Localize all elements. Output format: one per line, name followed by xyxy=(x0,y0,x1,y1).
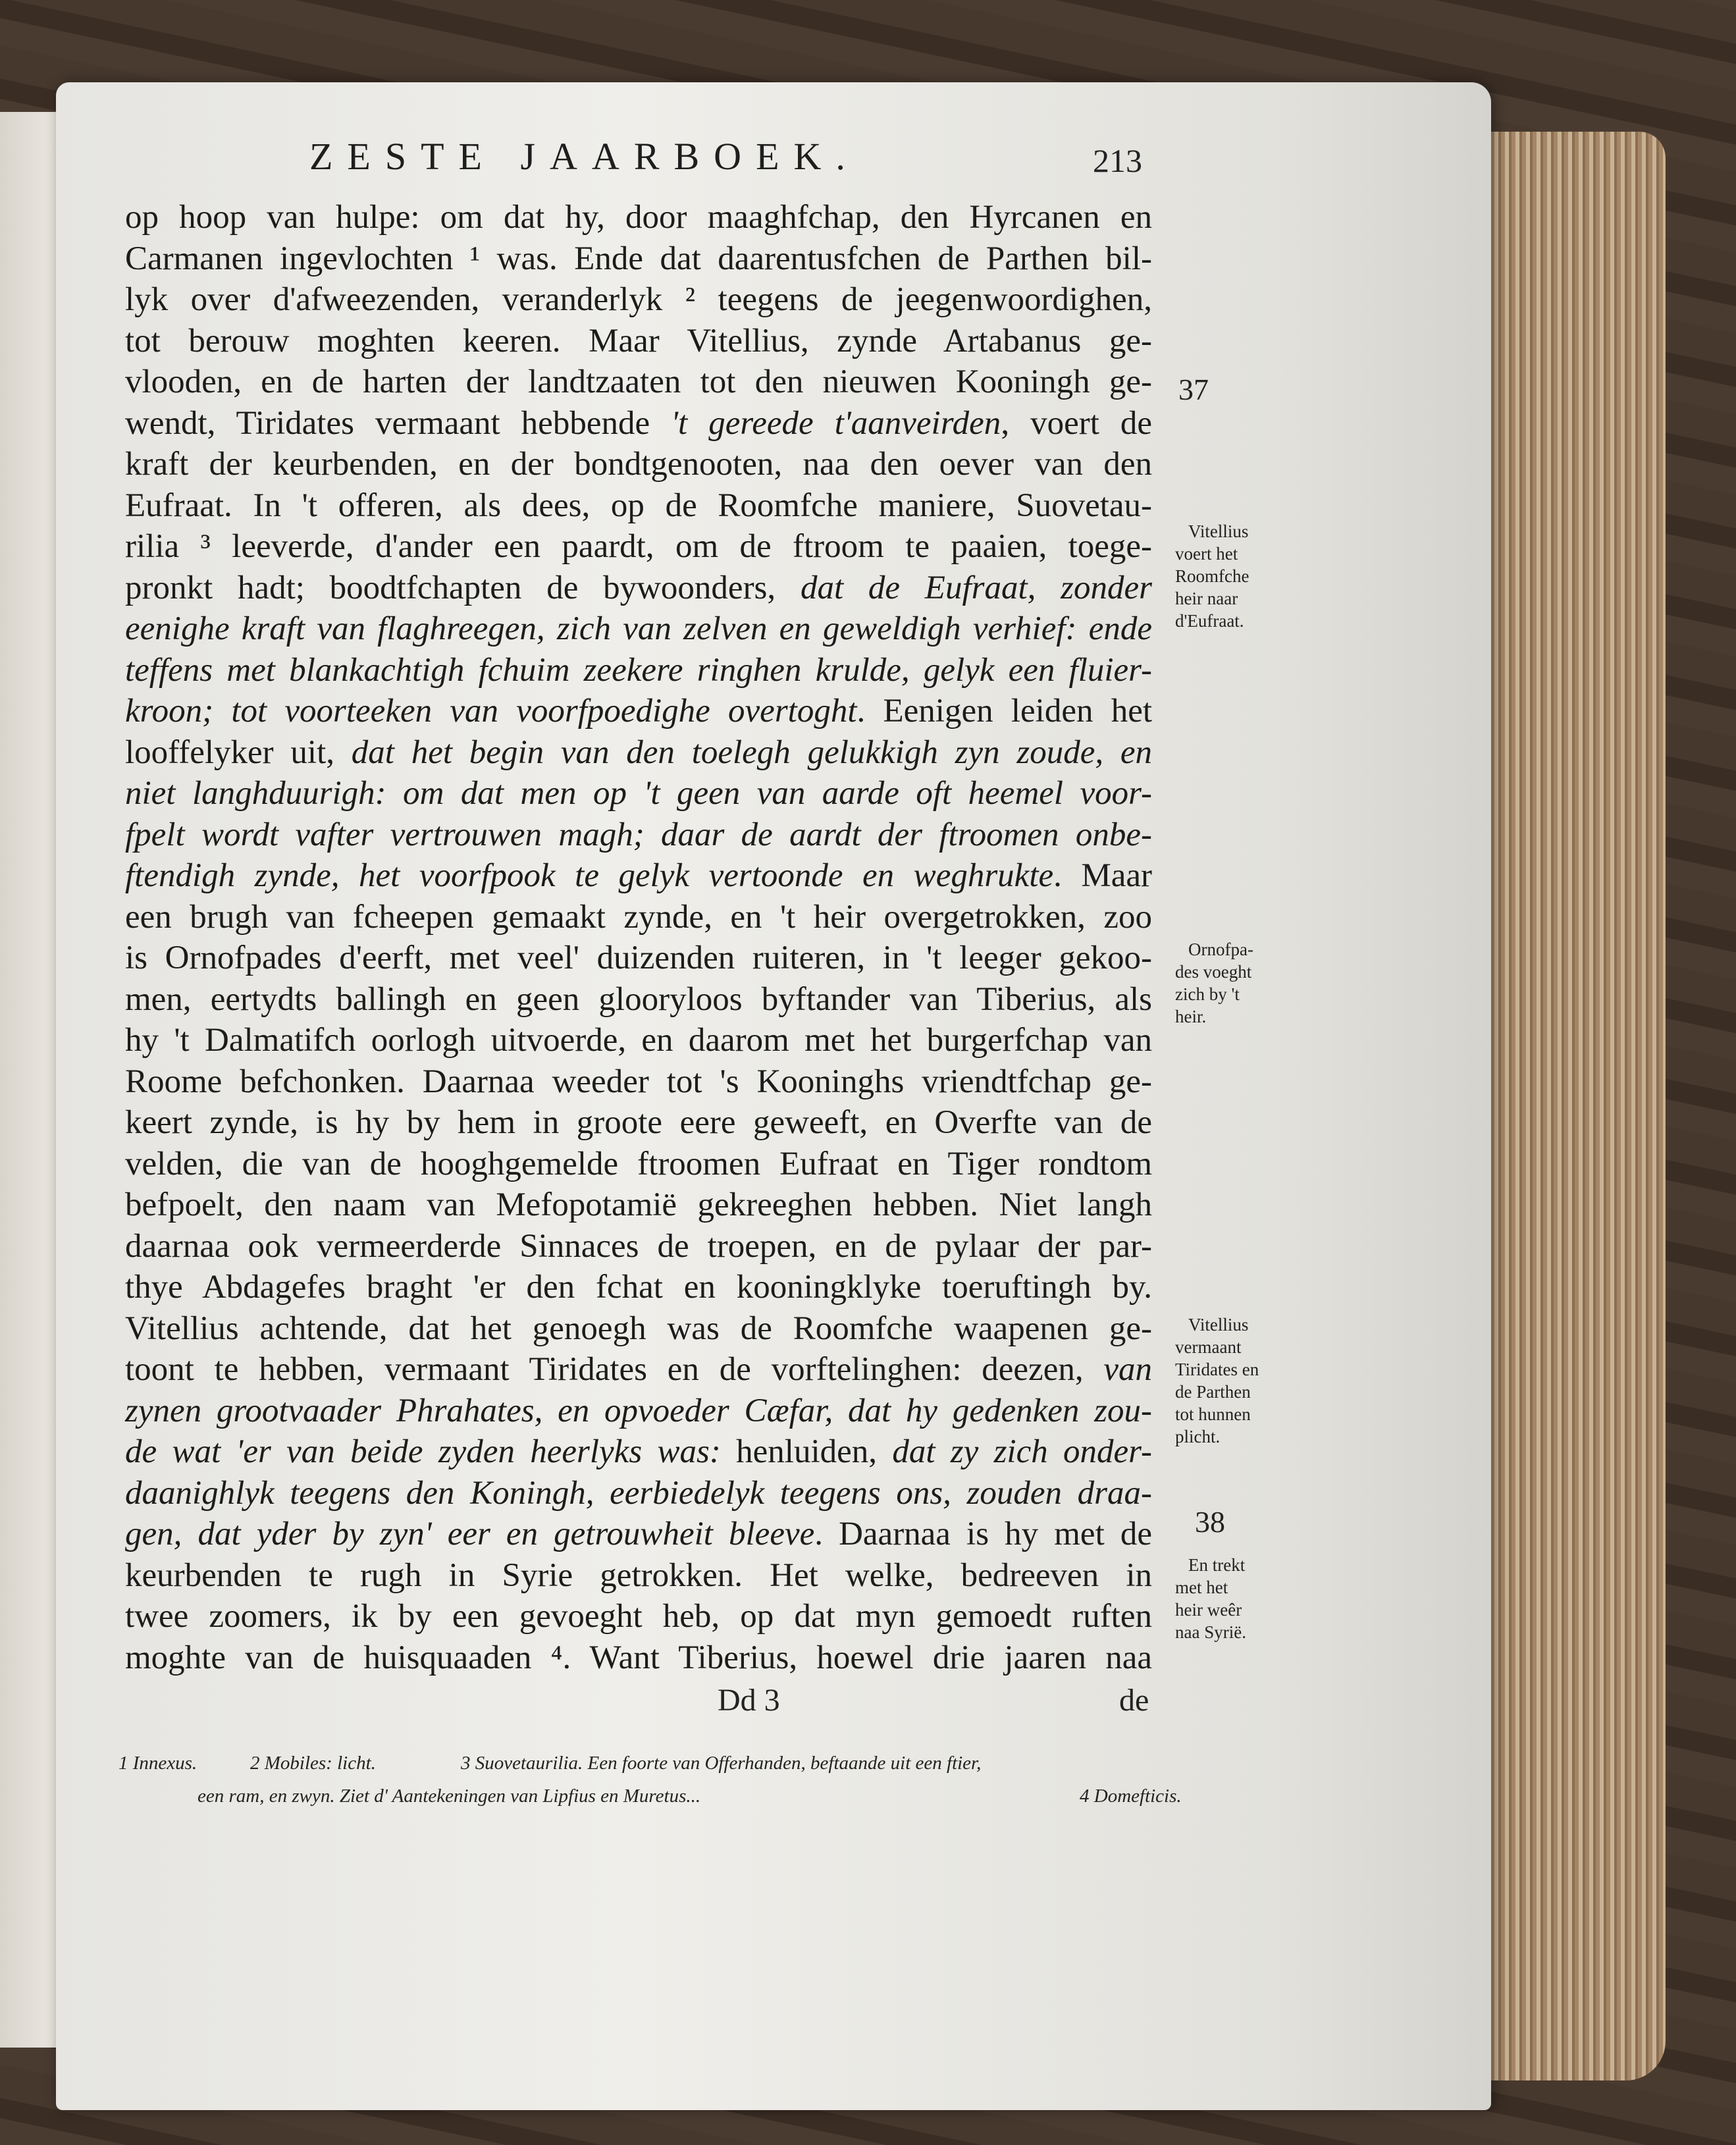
italic-text: eenighe kraft van flaghreegen, zich van zelven en geweldigh verhief: ende xyxy=(125,610,1152,647)
text-line xyxy=(125,1227,1152,1266)
text-line xyxy=(125,1514,1152,1554)
text: men, eertydts ballingh en geen glooryloos byftander van Tiberius, als xyxy=(125,980,1152,1018)
text: Eufraat. In 't offeren, als dees, op de Roomfche maniere, Suovetau- xyxy=(125,487,1152,524)
italic-text: fpelt wordt vafter vertrouwen magh; daar de aardt der ftroomen onbe- xyxy=(125,816,1152,853)
footnote-4: 4 Domefticis. xyxy=(1080,1786,1182,1807)
text-line xyxy=(125,1020,1152,1060)
text: Vitellius achtende, dat het genoegh was de Roomfche waapenen ge- xyxy=(125,1310,1152,1347)
text: Carmanen ingevlochten ¹ was. Ende dat daarentusfchen de Parthen bil- xyxy=(125,240,1152,277)
margin-section-37: 37 xyxy=(1178,373,1209,406)
text: hy 't Dalmatifch oorlogh uitvoerde, en daarom met het burgerfchap van xyxy=(125,1022,1152,1059)
text: rilia ³ leeverde, d'ander een paardt, om de ftroom te paaien, toege- xyxy=(125,528,1152,565)
italic-text: van xyxy=(1103,1351,1152,1388)
margin-note-line: voert het xyxy=(1175,544,1238,564)
text-line xyxy=(125,691,1152,731)
text-line xyxy=(125,1432,1152,1471)
text: henluiden, xyxy=(720,1433,893,1470)
text-line xyxy=(125,938,1152,978)
italic-text: dat zy zich onder- xyxy=(892,1433,1152,1470)
text-line xyxy=(125,1103,1152,1142)
text-line xyxy=(125,527,1152,566)
margin-section-38: 38 xyxy=(1195,1505,1225,1539)
text-line xyxy=(125,650,1152,690)
italic-text: zynen grootvaader Phrahates, en opvoeder Cæfar, dat hy gedenken zou- xyxy=(125,1392,1152,1429)
text: . Maar xyxy=(1053,857,1152,894)
text: befpoelt, den naam van Mefopotamië gekreeghen hebben. Niet langh xyxy=(125,1186,1152,1223)
text: , voert de xyxy=(1001,404,1152,442)
text: twee zoomers, ik by een gevoeght heb, op dat myn gemoedt ruften xyxy=(125,1598,1152,1635)
page-number: 213 xyxy=(1093,142,1142,179)
margin-note-vitellius-admonishes xyxy=(1175,1313,1259,1448)
catchword: de xyxy=(1119,1683,1149,1718)
margin-note-vitellius-euphrates xyxy=(1175,520,1249,632)
text-line xyxy=(125,774,1152,813)
text-line xyxy=(125,1597,1152,1636)
text: . Eenigen leiden het xyxy=(856,693,1152,729)
text: thye Abdagefes braght 'er den fchat en kooningklyke toeruftingh by. xyxy=(125,1269,1152,1306)
text-line xyxy=(125,1391,1152,1431)
margin-note-line: heir weêr xyxy=(1175,1600,1242,1620)
signature-mark: Dd 3 xyxy=(718,1683,780,1718)
margin-note-line: vermaant xyxy=(1175,1337,1242,1357)
margin-note-line: de Parthen xyxy=(1175,1382,1251,1402)
margin-note-ornospades xyxy=(1175,938,1253,1028)
margin-note-line: heir. xyxy=(1175,1007,1207,1026)
text: keert zynde, is hy by hem in groote eere geweeft, en Overfte van de xyxy=(125,1104,1152,1141)
text: op hoop van hulpe: om dat hy, door maaghfchap, den Hyrcanen en xyxy=(125,199,1152,236)
margin-note-line: Ornofpa- xyxy=(1188,940,1253,959)
text-line xyxy=(125,1062,1152,1101)
facing-page-edge xyxy=(0,112,63,2048)
margin-note-line: met het xyxy=(1175,1577,1228,1597)
italic-text: de wat 'er van beide zyden heerlyks was: xyxy=(125,1433,721,1470)
text-line xyxy=(125,1309,1152,1348)
margin-note-line: tot hunnen xyxy=(1175,1404,1251,1424)
text: een brugh van fcheepen gemaakt zynde, en 't heir overgetrokken, zoo xyxy=(125,898,1152,936)
margin-note-syria xyxy=(1175,1554,1246,1643)
text-line xyxy=(125,321,1152,361)
italic-text: kroon; tot voorteeken van voorfpoedighe overtoght xyxy=(125,693,857,729)
italic-text: 't gereede t'aanveirden xyxy=(671,404,1001,442)
text-line xyxy=(125,444,1152,484)
margin-note-line: d'Eufraat. xyxy=(1175,611,1244,631)
margin-note-line: Roomfche xyxy=(1175,566,1249,586)
text-line xyxy=(125,1638,1152,1678)
text-line xyxy=(125,815,1152,855)
text: Roome befchonken. Daarnaa weeder tot 's Kooninghs vriendtfchap ge- xyxy=(125,1063,1152,1100)
text-line xyxy=(125,198,1152,237)
text-line xyxy=(125,568,1152,608)
text-line xyxy=(125,362,1152,402)
text: moghte van de huisquaaden ⁴. Want Tiberius, hoewel drie jaaren naa xyxy=(125,1639,1152,1676)
margin-note-line: heir naar xyxy=(1175,589,1238,608)
text: toont te hebben, vermaant Tiridates en de vorftelinghen: deezen, xyxy=(125,1351,1104,1388)
margin-note-line: plicht. xyxy=(1175,1427,1221,1446)
text: . Daarnaa is hy met de xyxy=(814,1516,1152,1552)
text-line xyxy=(125,609,1152,649)
italic-text: gen, dat yder by zyn' eer en getrouwheit bleeve xyxy=(125,1516,815,1552)
footnote-2: 2 Mobiles: licht. xyxy=(250,1753,376,1774)
margin-note-line: Tiridates en xyxy=(1175,1360,1259,1379)
text-line xyxy=(125,1185,1152,1225)
margin-note-line: zich by 't xyxy=(1175,984,1240,1004)
margin-note-line: des voeght xyxy=(1175,962,1252,982)
footnote-1: 1 Innexus. xyxy=(118,1753,197,1774)
text-line xyxy=(125,897,1152,937)
footnote-3: 3 Suovetaurilia. Een foorte van Offerhanden, beftaande uit een ftier, xyxy=(461,1753,982,1774)
italic-text: niet langhduurigh: om dat men op 't geen van aarde oft heemel voor- xyxy=(125,775,1152,812)
margin-note-line: Vitellius xyxy=(1188,1315,1249,1335)
margin-note-line: Vitellius xyxy=(1188,521,1249,541)
text-line xyxy=(125,486,1152,525)
text: pronkt hadt; boodtfchapten de bywoonders, xyxy=(125,569,801,606)
margin-note-line: naa Syrië. xyxy=(1175,1622,1246,1642)
text-line xyxy=(125,1350,1152,1389)
text-line xyxy=(125,404,1152,443)
text: velden, die van de hooghgemelde ftroomen Eufraat en Tiger rondtom xyxy=(125,1145,1152,1182)
running-title: ZESTE JAARBOEK. xyxy=(309,135,860,178)
text: tot berouw moghten keeren. Maar Vitellius, zynde Artabanus ge- xyxy=(125,322,1152,359)
text-line xyxy=(125,1473,1152,1513)
text: looffelyker uit, xyxy=(125,733,352,771)
text-line xyxy=(125,856,1152,895)
text: daarnaa ook vermeerderde Sinnaces de troepen, en de pylaar der par- xyxy=(125,1227,1152,1265)
text-line xyxy=(125,280,1152,319)
text-line xyxy=(125,1267,1152,1307)
text: lyk over d'afweezenden, veranderlyk ² teegens de jeegenwoordighen, xyxy=(125,281,1152,318)
text-line xyxy=(125,239,1152,278)
text-line xyxy=(125,980,1152,1019)
italic-text: daanighlyk teegens den Koningh, eerbiedelyk teegens ons, zouden draa- xyxy=(125,1474,1152,1512)
italic-text: dat de Eufraat, zonder xyxy=(800,569,1152,606)
text: keurbenden te rugh in Syrie getrokken. Het welke, bedreeven in xyxy=(125,1556,1152,1594)
text: vlooden, en de harten der landtzaaten tot den nieuwen Kooningh ge- xyxy=(125,363,1152,400)
text-line xyxy=(125,733,1152,772)
text-line xyxy=(125,1556,1152,1595)
margin-note-line: En trekt xyxy=(1188,1555,1246,1575)
text: kraft der keurbenden, en der bondtgenooten, naa den oever van den xyxy=(125,446,1152,483)
italic-text: dat het begin van den toelegh gelukkigh zyn zoude, en xyxy=(351,733,1153,771)
footnote-3-continued: een ram, en zwyn. Ziet d' Aantekeningen van Lipfius en Muretus... xyxy=(197,1786,701,1807)
text: is Ornofpades d'eerft, met veel' duizenden ruiteren, in 't leeger gekoo- xyxy=(125,940,1152,976)
italic-text: ftendigh zynde, het voorfpook te gelyk vertoonde en weghrukte xyxy=(125,857,1054,894)
text: wendt, Tiridates vermaant hebbende xyxy=(125,404,671,442)
text-line xyxy=(125,1144,1152,1184)
italic-text: teffens met blankachtigh fchuim zeekere ringhen krulde, gelyk een fluier- xyxy=(125,651,1152,689)
